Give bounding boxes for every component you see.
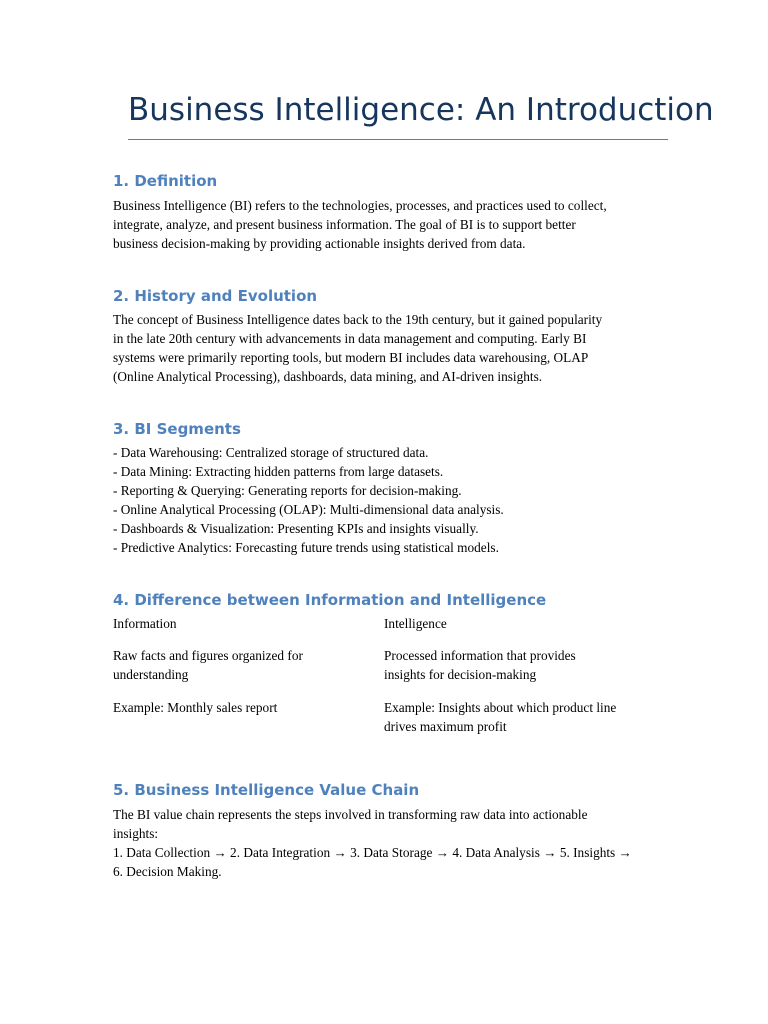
list-item: - Data Warehousing: Centralized storage of structured data. [113,445,429,460]
paragraph-line: The concept of Business Intelligence dates back to the 19th century, but it gained popularity [113,312,603,327]
paragraph-line: business decision-making by providing actionable insights derived from data. [113,236,526,251]
paragraph-line: (Online Analytical Processing), dashboards, data mining, and AI-driven insights. [113,369,543,384]
cell-line: Raw facts and figures organized for [113,648,303,663]
paragraph-line: integrate, analyze, and present business information. The goal of BI is to support better [113,217,576,232]
segments-list [113,443,504,557]
paragraph-line: 6. Decision Making. [113,864,222,879]
section-heading-difference: 4. Difference between Information and Intelligence [113,591,547,609]
title-divider [128,139,668,140]
cell-line: Example: Insights about which product line [384,700,617,715]
history-paragraph [113,310,602,386]
list-item: - Data Mining: Extracting hidden patterns from large datasets. [113,464,444,479]
paragraph-line: in the late 20th century with advancements in data management and computing. Early BI [113,331,587,346]
document-title: Business Intelligence: An Introduction [128,92,714,128]
list-item: - Online Analytical Processing (OLAP): Multi-dimensional data analysis. [113,502,504,517]
section-heading-segments: 3. BI Segments [113,420,241,438]
list-item: - Reporting & Querying: Generating reports for decision-making. [113,483,462,498]
table-cell [113,698,348,717]
cell-line: drives maximum profit [384,719,507,734]
table-cell [113,646,348,684]
section-heading-value-chain: 5. Business Intelligence Value Chain [113,781,420,799]
section-heading-definition: 1. Definition [113,172,218,190]
paragraph-line: 1. Data Collection → 2. Data Integration → 3. Data Storage → 4. Data Analysis → 5. Insights → [113,845,632,860]
paragraph-line: Business Intelligence (BI) refers to the technologies, processes, and practices used to collect, [113,198,607,213]
cell-line: Processed information that provides [384,648,576,663]
list-item: - Predictive Analytics: Forecasting future trends using statistical models. [113,540,499,555]
cell-line: insights for decision-making [384,667,537,682]
cell-line: understanding [113,667,189,682]
table-header-intelligence: Intelligence [384,616,447,631]
table-cell [384,698,654,736]
cell-line: Example: Monthly sales report [113,700,278,715]
table-header-information: Information [113,616,177,631]
list-item: - Dashboards & Visualization: Presenting KPIs and insights visually. [113,521,479,536]
paragraph-line: insights: [113,826,159,841]
paragraph-line: systems were primarily reporting tools, but modern BI includes data warehousing, OLAP [113,350,589,365]
paragraph-line: The BI value chain represents the steps involved in transforming raw data into actionable [113,807,588,822]
table-cell [384,646,654,684]
definition-paragraph [113,196,607,253]
section-heading-history: 2. History and Evolution [113,287,318,305]
value-chain-paragraph [113,805,632,881]
